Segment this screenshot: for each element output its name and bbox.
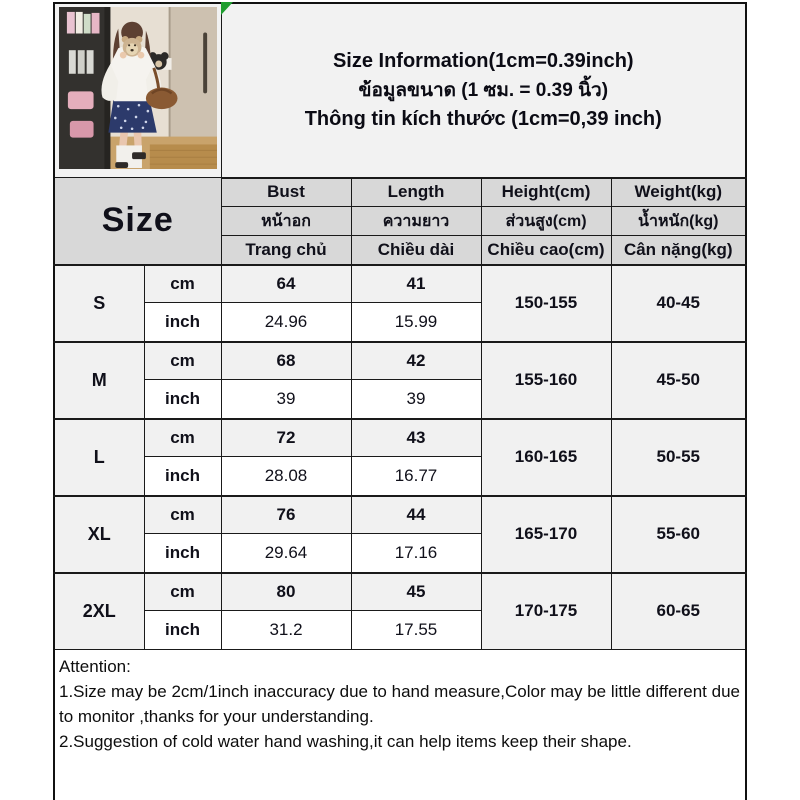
bust-inch-value: 29.64 [221, 534, 351, 573]
green-corner-marker-icon [221, 2, 233, 15]
bust-inch-value: 28.08 [221, 457, 351, 496]
unit-label-cm: cm [144, 419, 221, 457]
unit-label-inch: inch [144, 534, 221, 573]
length-inch-value: 39 [351, 380, 481, 419]
title-english: Size Information(1cm=0.39inch) [332, 49, 634, 72]
title-thai: ข้อมูลขนาด (1 ซม. = 0.39 นิ้ว) [358, 79, 609, 101]
size-header-cell: Size [54, 178, 221, 265]
length-cm-value: 42 [351, 342, 481, 380]
table-row [54, 419, 746, 457]
unit-label-cm: cm [144, 342, 221, 380]
attention-line-1: 1.Size may be 2cm/1inch inaccuracy due to hand measure,Color may be little different due to monitor ,thanks for your understanding. [59, 682, 740, 726]
col-header-bust-th: หน้าอก [221, 207, 351, 236]
height-range-value: 150-155 [481, 265, 611, 342]
col-header-weight-en: Weight(kg) [611, 178, 746, 207]
unit-label-inch: inch [144, 380, 221, 419]
unit-label-inch: inch [144, 303, 221, 342]
product-photo-cell [54, 3, 221, 178]
col-header-weight-th: น้ำหนัก(kg) [611, 207, 746, 236]
length-inch-value: 17.55 [351, 611, 481, 650]
length-inch-value: 16.77 [351, 457, 481, 496]
attention-title: Attention: [59, 657, 131, 676]
product-photo-image [59, 7, 217, 169]
col-header-height-th: ส่วนสูง(cm) [481, 207, 611, 236]
attention-note-cell [54, 650, 746, 800]
unit-label-inch: inch [144, 611, 221, 650]
length-cm-value: 44 [351, 496, 481, 534]
size-table [53, 2, 747, 800]
bust-cm-value: 80 [221, 573, 351, 611]
col-header-height-en: Height(cm) [481, 178, 611, 207]
length-inch-value: 17.16 [351, 534, 481, 573]
weight-range-value: 40-45 [611, 265, 746, 342]
col-header-bust-en: Bust [221, 178, 351, 207]
weight-range-value: 45-50 [611, 342, 746, 419]
title-cell [221, 3, 746, 178]
weight-range-value: 50-55 [611, 419, 746, 496]
table-row [54, 265, 746, 303]
col-header-bust-vi: Trang chủ [221, 236, 351, 265]
size-label-2xl: 2XL [54, 573, 144, 650]
unit-label-cm: cm [144, 265, 221, 303]
bust-cm-value: 76 [221, 496, 351, 534]
length-inch-value: 15.99 [351, 303, 481, 342]
length-cm-value: 45 [351, 573, 481, 611]
table-row [54, 573, 746, 611]
size-label-m: M [54, 342, 144, 419]
weight-range-value: 60-65 [611, 573, 746, 650]
unit-label-cm: cm [144, 496, 221, 534]
table-row [54, 342, 746, 380]
unit-label-inch: inch [144, 457, 221, 496]
height-range-value: 160-165 [481, 419, 611, 496]
size-label-s: S [54, 265, 144, 342]
col-header-length-th: ความยาว [351, 207, 481, 236]
height-range-value: 155-160 [481, 342, 611, 419]
height-range-value: 165-170 [481, 496, 611, 573]
col-header-weight-vi: Cân nặng(kg) [611, 236, 746, 265]
size-label-l: L [54, 419, 144, 496]
col-header-length-en: Length [351, 178, 481, 207]
table-row [54, 496, 746, 534]
title-vietnamese: Thông tin kích thước (1cm=0,39 inch) [304, 107, 662, 130]
bust-inch-value: 24.96 [221, 303, 351, 342]
length-cm-value: 43 [351, 419, 481, 457]
unit-label-cm: cm [144, 573, 221, 611]
bust-cm-value: 64 [221, 265, 351, 303]
height-range-value: 170-175 [481, 573, 611, 650]
col-header-height-vi: Chiều cao(cm) [481, 236, 611, 265]
size-chart-sheet [53, 2, 747, 800]
bust-inch-value: 39 [221, 380, 351, 419]
bust-cm-value: 72 [221, 419, 351, 457]
length-cm-value: 41 [351, 265, 481, 303]
bust-inch-value: 31.2 [221, 611, 351, 650]
bust-cm-value: 68 [221, 342, 351, 380]
weight-range-value: 55-60 [611, 496, 746, 573]
attention-line-2: 2.Suggestion of cold water hand washing,it can help items keep their shape. [59, 732, 632, 751]
col-header-length-vi: Chiều dài [351, 236, 481, 265]
size-label-xl: XL [54, 496, 144, 573]
